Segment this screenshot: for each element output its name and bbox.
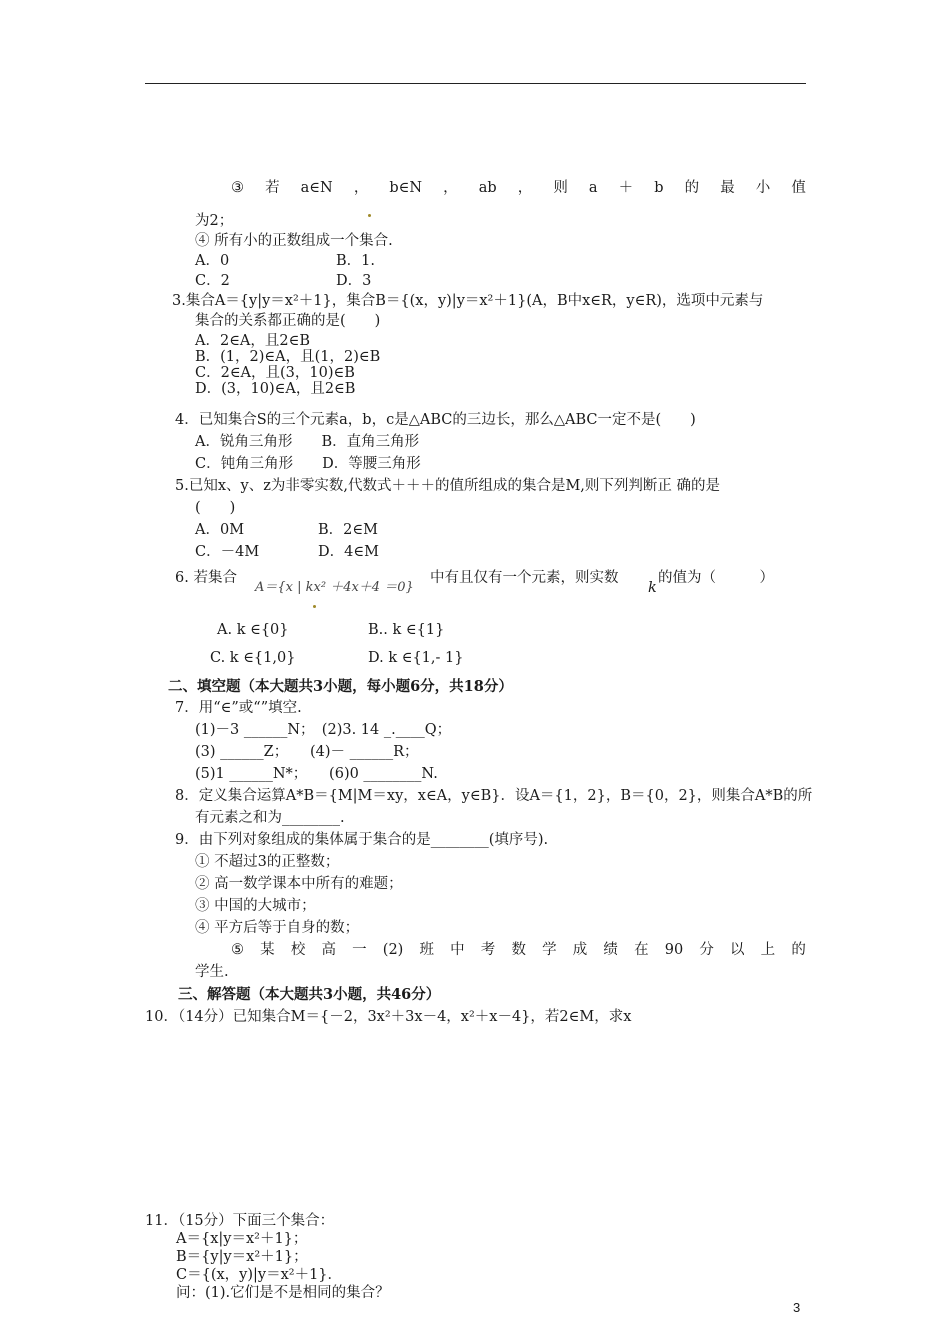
text-line: ④ 平方后等于自身的数； bbox=[195, 920, 360, 936]
justified-word: 的 bbox=[791, 942, 806, 958]
text-line: 三、解答题（本大题共3小题，共46分） bbox=[178, 986, 441, 1003]
text-line: 为2； bbox=[195, 213, 234, 229]
text-line: B．(1，2)∈A，且(1，2)∈B bbox=[195, 349, 381, 365]
text-line: 3.集合A＝{y|y＝x²＋1}，集合B＝{(x，y)|y＝x²＋1}(A，B中x∈R，y∈R)，选项中元素与 bbox=[172, 293, 764, 309]
justified-word: 90 bbox=[664, 942, 684, 958]
justified-word: a bbox=[588, 180, 598, 196]
text-line: 7．用“∈”或“”填空. bbox=[175, 700, 302, 716]
text-line: ① 不超过3的正整数； bbox=[195, 854, 340, 870]
text-line: 问：(1).它们是不是相同的集合？ bbox=[176, 1285, 390, 1301]
text-line: A．锐角三角形 B．直角三角形 bbox=[195, 434, 420, 450]
problem-2-item-3 bbox=[231, 180, 806, 197]
page-number: 3 bbox=[793, 1300, 801, 1315]
justified-word: 上 bbox=[760, 942, 776, 958]
justified-word: 学 bbox=[542, 942, 557, 958]
justified-word: 最 bbox=[720, 180, 735, 196]
justified-word: 中 bbox=[450, 942, 465, 958]
scan-speck bbox=[368, 214, 371, 217]
justified-word: 在 bbox=[634, 942, 649, 958]
text-line: 4．已知集合S的三个元素a，b，c是△ABC的三边长，那么△ABC一定不是( ) bbox=[175, 412, 696, 428]
text-line: 中有且仅有一个元素，则实数 bbox=[430, 570, 619, 586]
justified-word: 绩 bbox=[603, 942, 618, 958]
text-line: D. k ∈{1,- 1} bbox=[368, 650, 464, 666]
justified-word: b∈N bbox=[389, 180, 423, 196]
justified-word: ， bbox=[443, 180, 458, 196]
justified-word: 考 bbox=[480, 942, 496, 958]
justified-word: 成 bbox=[572, 942, 588, 958]
text-line: 5.已知x、y、z为非零实数,代数式＋＋＋的值所组成的集合是M,则下列判断正 确的是 bbox=[175, 478, 721, 494]
text-line: C．2 bbox=[195, 273, 230, 289]
header-rule bbox=[145, 83, 806, 84]
text-line: ② 高一数学课本中所有的难题； bbox=[195, 876, 403, 892]
justified-word: ， bbox=[353, 180, 369, 196]
text-line: C＝{(x，y)|y＝x²＋1}． bbox=[176, 1267, 343, 1283]
text-line: 11．（15分）下面三个集合： bbox=[145, 1213, 335, 1229]
text-line: C．－4M bbox=[195, 544, 260, 560]
text-line: A＝{x|y＝x²＋1}； bbox=[176, 1231, 308, 1247]
text-line: 有元素之和为________. bbox=[195, 810, 345, 826]
justified-word: 分 bbox=[699, 942, 714, 958]
text-line: 学生. bbox=[195, 964, 229, 980]
justified-word: 某 bbox=[260, 942, 275, 958]
text-line: C. k ∈{1,0} bbox=[210, 650, 296, 666]
text-line: (5)1 ______N*； (6)0 ________N. bbox=[195, 766, 438, 782]
text-line: A．0 bbox=[195, 253, 230, 269]
text-line: ( ) bbox=[195, 500, 236, 516]
justified-word: 一 bbox=[352, 942, 367, 958]
text-line: 的值为（ ） bbox=[658, 570, 774, 586]
text-line: B＝{y|y＝x²＋1}； bbox=[176, 1249, 308, 1265]
justified-word: b bbox=[654, 180, 664, 196]
text-line: ④ 所有小的正数组成一个集合. bbox=[195, 233, 393, 249]
justified-word: a∈N bbox=[300, 180, 333, 196]
justified-word: 班 bbox=[419, 942, 434, 958]
text-line: C．钝角三角形 D．等腰三角形 bbox=[195, 456, 421, 472]
text-line: A．2∈A，且2∈B bbox=[195, 333, 311, 349]
justified-word: ③ bbox=[231, 180, 244, 196]
text-line: B．1. bbox=[336, 253, 375, 269]
text-line: k bbox=[648, 580, 657, 596]
justified-word: 数 bbox=[511, 942, 526, 958]
justified-word: 以 bbox=[730, 942, 745, 958]
text-line: 10．（14分）已知集合M＝{－2，3x²＋3x－4，x²＋x－4}，若2∈M，求x bbox=[145, 1009, 632, 1025]
justified-word: ＋ bbox=[618, 180, 634, 196]
justified-word: ⑤ bbox=[231, 942, 244, 958]
text-line: 9．由下列对象组成的集体属于集合的是________(填序号). bbox=[175, 832, 549, 848]
justified-word: 校 bbox=[290, 942, 306, 958]
text-line: (1)－3 ______N； (2)3. 14 _.____Q； bbox=[195, 722, 452, 738]
text-line: A．0M bbox=[195, 522, 245, 538]
text-line: D．4∈M bbox=[318, 544, 379, 560]
justified-word: 高 bbox=[321, 942, 336, 958]
problem-9-item-5 bbox=[231, 942, 806, 959]
text-line: D．(3，10)∈A，且2∈B bbox=[195, 381, 356, 397]
scan-speck bbox=[313, 605, 316, 608]
justified-word: 的 bbox=[684, 180, 700, 196]
text-line: (3) ______Z； (4)－ ______R； bbox=[195, 744, 419, 760]
justified-word: (2) bbox=[382, 942, 404, 958]
text-line: 6. 若集合 bbox=[175, 570, 237, 586]
text-line: C．2∈A，且(3，10)∈B bbox=[195, 365, 355, 381]
justified-word: ab bbox=[478, 180, 497, 196]
justified-word: 小 bbox=[755, 180, 771, 196]
justified-word: 若 bbox=[265, 180, 280, 196]
text-line: 8．定义集合运算A*B＝{M|M＝xy，x∈A，y∈B}．设A＝{1，2}，B＝{0，2}，则集合A*B的所 bbox=[175, 788, 813, 804]
text-line: ③ 中国的大城市； bbox=[195, 898, 316, 914]
text-line: B.. k ∈{1} bbox=[368, 622, 445, 638]
text-line: 二、填空题（本大题共3小题，每小题6分，共18分） bbox=[168, 678, 513, 695]
justified-word: ， bbox=[517, 180, 533, 196]
text-line: D．3 bbox=[336, 273, 372, 289]
justified-word: 则 bbox=[553, 180, 568, 196]
text-line: A. k ∈{0} bbox=[217, 622, 289, 638]
text-line: A＝{x | kx² ＋4x＋4 ＝0} bbox=[255, 580, 414, 595]
text-line: 集合的关系都正确的是( ) bbox=[195, 313, 381, 329]
justified-word: 值 bbox=[791, 180, 806, 196]
text-line: B．2∈M bbox=[318, 522, 378, 538]
